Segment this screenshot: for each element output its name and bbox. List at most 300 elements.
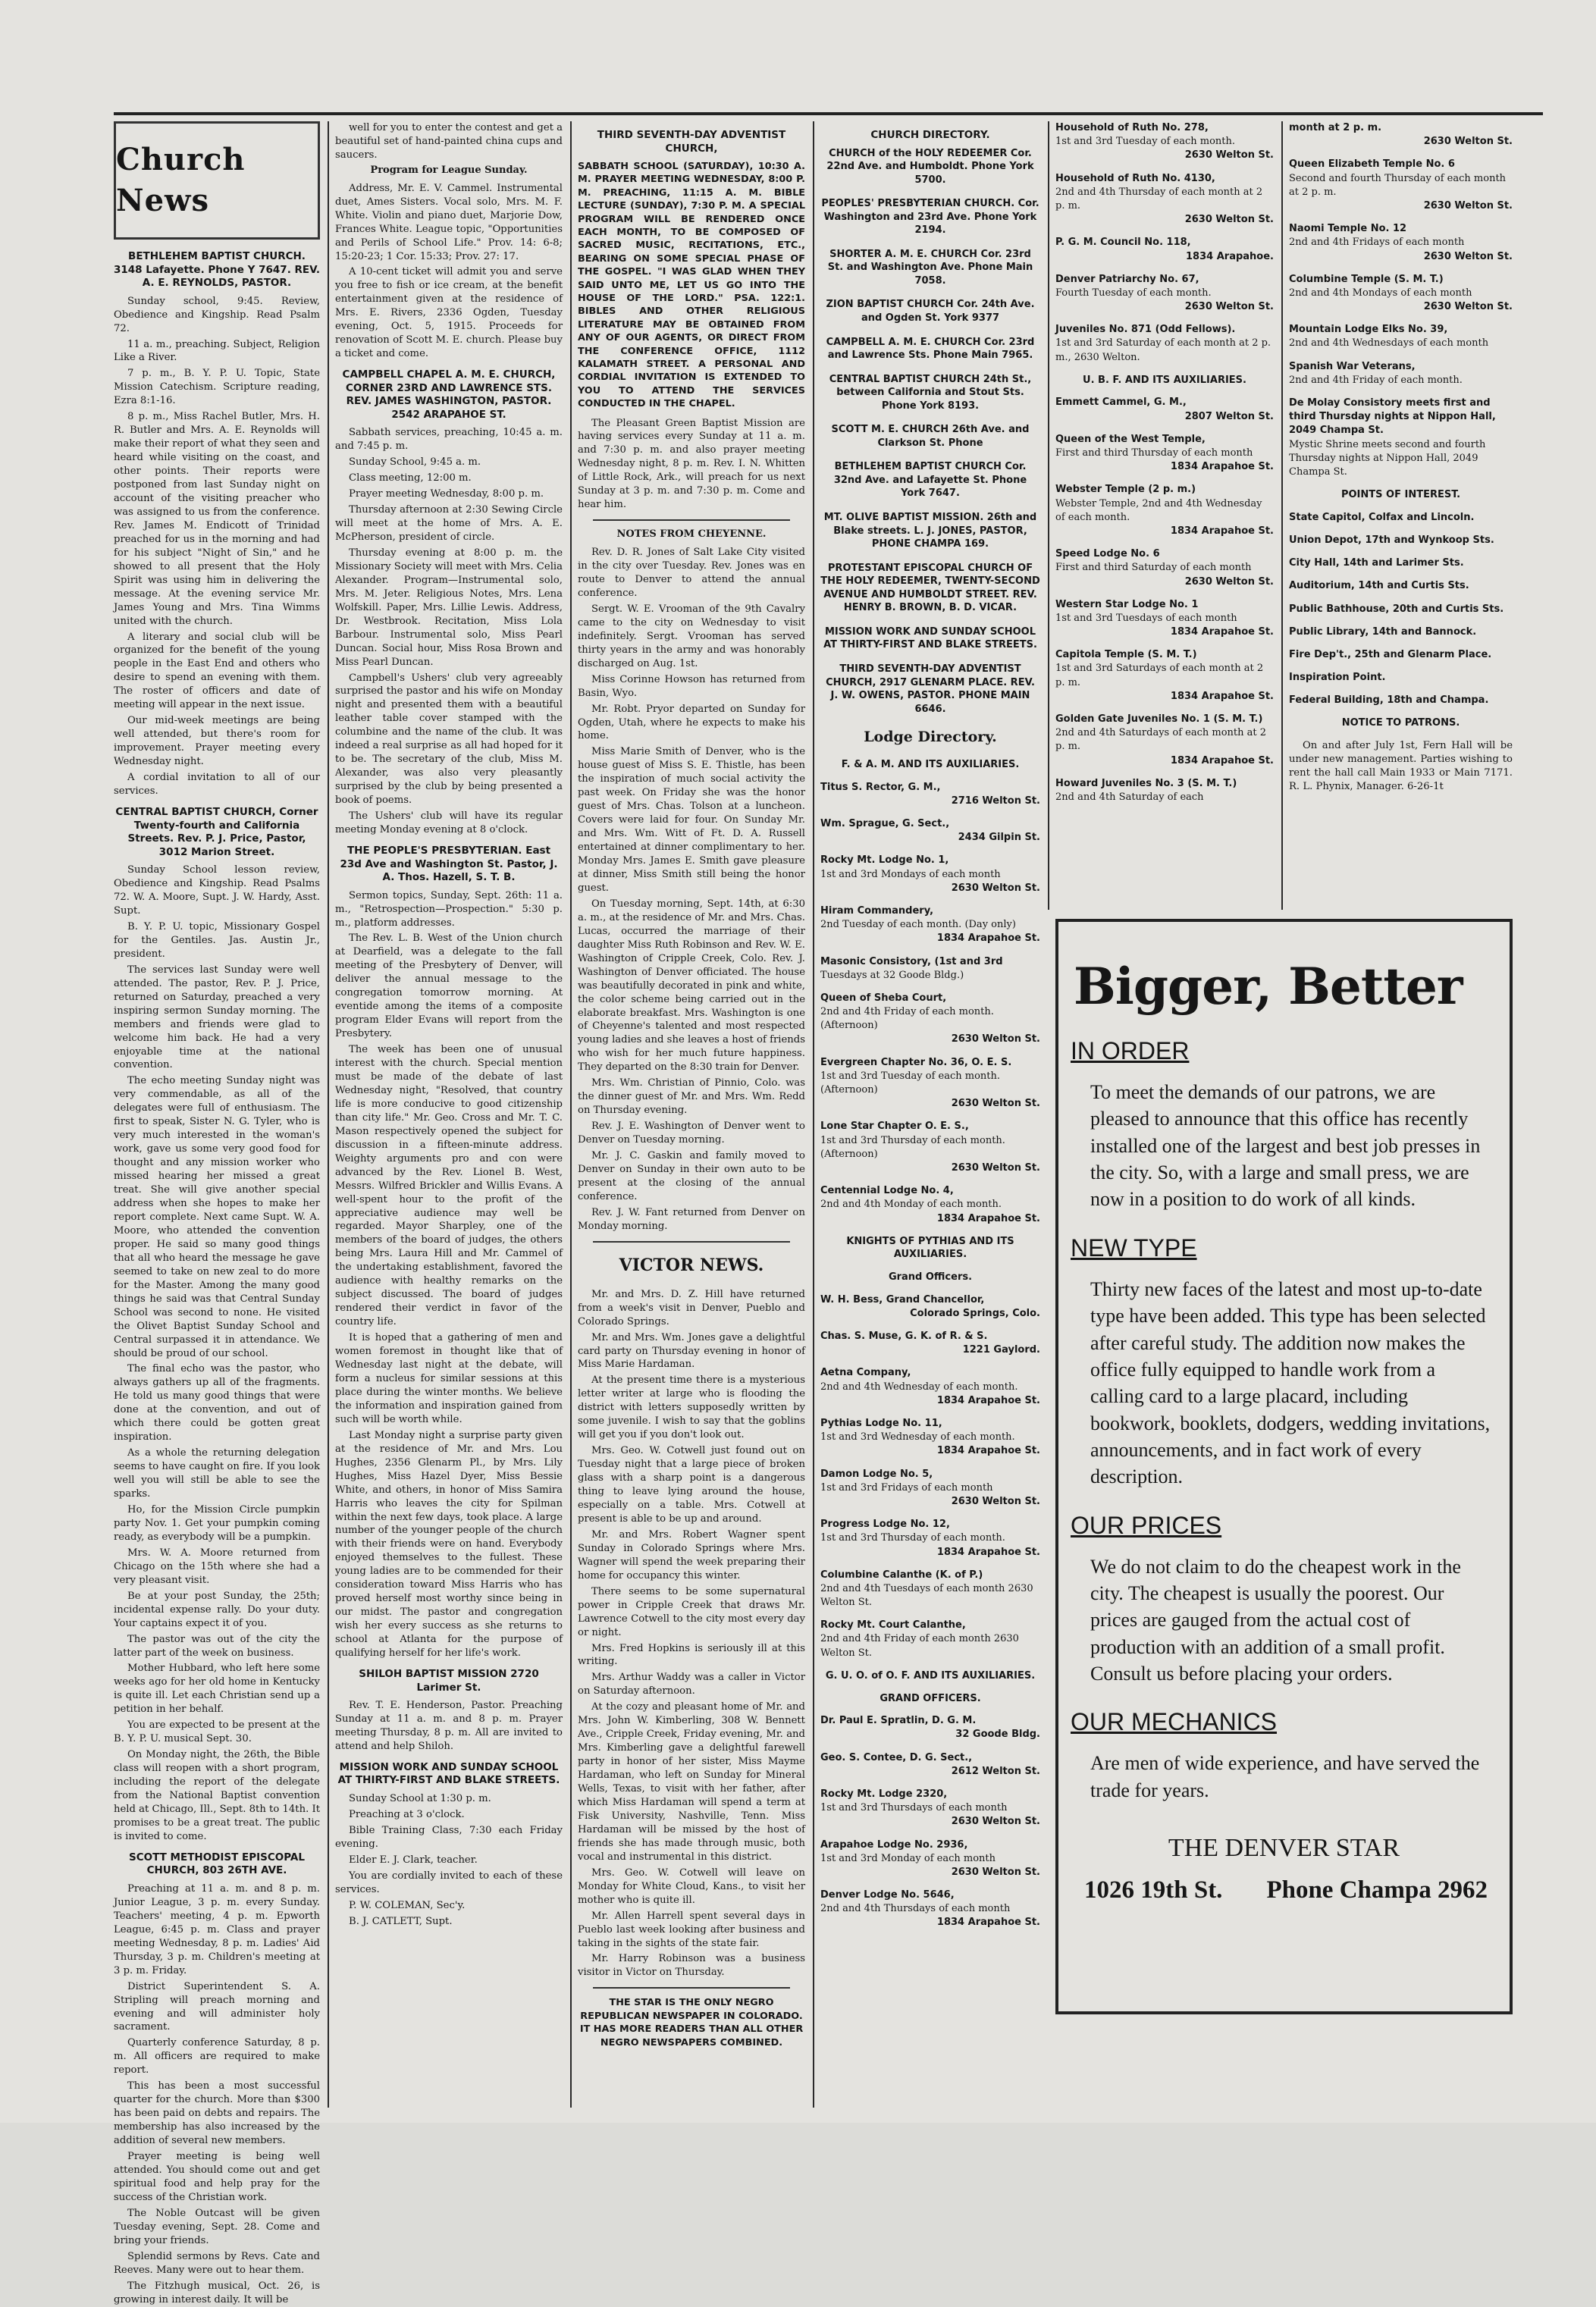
lodge-schedule: 1st and 3rd Tuesday of each month. [1055, 136, 1236, 148]
lodge-name: W. H. Bess, Grand Chancellor, [820, 1293, 985, 1306]
lodge-address: 1834 Arapahoe St. [936, 1445, 1040, 1457]
section-heading: CHURCH DIRECTORY. [870, 129, 990, 141]
directory-entry: BETHLEHEM BAPTIST CHURCH Cor. 32nd Ave. and Lafayette St. Phone York 7647. [833, 461, 1027, 500]
column-three [578, 121, 805, 2108]
lodge-name: P. G. M. Council No. 118, [1055, 237, 1191, 249]
column-lodges [1055, 121, 1274, 910]
lodge-entry [820, 1619, 1040, 1660]
section-heading: CENTRAL BAPTIST CHURCH, Corner Twenty-fourth and California Streets. Rev. P. J. Price, Pastor, 3012 Marion Street. [115, 805, 318, 858]
section-heading: SHILOH BAPTIST MISSION 2720 Larimer St. [359, 1667, 539, 1694]
lodge-schedule: 1st and 3rd Saturday of each month at 2 p. m., 2630 Welton. [1055, 337, 1271, 363]
lodge-schedule: 1st and 3rd Thursday of each month. [820, 1532, 1005, 1544]
lodge-address: 2807 Welton St. [1184, 410, 1274, 422]
lodge-address: 2612 Welton St. [951, 1765, 1040, 1777]
section-subheading: NOTICE TO PATRONS. [1341, 717, 1460, 729]
lodge-schedule: 1st and 3rd Tuesdays of each month [1055, 612, 1237, 624]
directory-entry: CHURCH of the HOLY REDEEMER Cor. 22nd Ave. and Humboldt. Phone York 5700. [826, 147, 1034, 186]
paragraph: Thursday afternoon at 2:30 Sewing Circle will meet at the home of Mrs. A. E. McPherson, president of circle. [335, 504, 563, 543]
lodge-schedule: 2nd and 4th Friday of each month. (Afternoon) [820, 1006, 994, 1032]
paragraph: The Fitzhugh musical, Oct. 26, is growing in interest daily. It will be [114, 2280, 320, 2305]
section-heading: NOTES FROM CHEYENNE. [616, 528, 767, 541]
points-list [1289, 511, 1513, 708]
lodge-schedule: 2nd Tuesday of each month. (Day only) [820, 919, 1016, 931]
ad-body: To meet the demands of our patrons, we are pleased to announce that this office has recently installed one of the largest and best job presses in the city. So, with a large and small press, we are now in a position to do work of all kinds. [1090, 1081, 1481, 1211]
lodge-name: Aetna Company, [820, 1367, 911, 1379]
paragraph: The services last Sunday were well attended. The pastor, Rev. P. J. Price, returned on Saturday, preached a very inspiring sermon Sunday morning. The members and friends were glad to welcome him back. He had a very enjoyable time at the national convention. [114, 964, 320, 1071]
lodge-address: 2630 Welton St. [1423, 250, 1513, 262]
lodge-entry [820, 854, 1040, 895]
lodge-entry [820, 1569, 1040, 1610]
lodge-address: 1834 Arapahoe St. [1170, 754, 1274, 766]
lodge-entry [1055, 273, 1274, 315]
paragraph: A 10-cent ticket will admit you and serve you free to fish or ice cream, at the benefit entertainment given at the residence of Mrs. E. Rivers, 2336 Ogden, Tuesday evening, Oct. 5, 1915. Proceeds for renovation of Scott M. E. church. Please buy a ticket and come. [335, 266, 563, 360]
paragraph: Rev. J. E. Washington of Denver went to Denver on Tuesday morning. [578, 1121, 805, 1146]
lodge-schedule: Webster Temple, 2nd and 4th Wednesday of each month. [1055, 497, 1262, 523]
point-of-interest: Inspiration Point. [1289, 672, 1386, 684]
lodge-entry [1289, 158, 1513, 213]
lodge-entry [820, 817, 1040, 845]
article-body [335, 1792, 563, 1929]
paragraph: The final echo was the pastor, who always gathers up all of the fragments. He told us many good things that were done at the convention, and out of which there could be gotten great inspiration. [114, 1363, 320, 1443]
lodge-schedule: 2nd and 4th Saturday of each [1055, 791, 1204, 803]
lodge-name: Spanish War Veterans, [1289, 360, 1416, 372]
lodge-entry [1289, 273, 1513, 315]
paragraph: Mr. Harry Robinson was a business visitor in Victor on Thursday. [578, 1953, 805, 1979]
lodge-entry [820, 1468, 1040, 1509]
lodge-address: 1834 Arapahoe. [1186, 250, 1274, 262]
lodge-schedule: First and third Thursday of each month [1055, 447, 1253, 459]
article-body [335, 426, 563, 837]
lodge-entry [820, 1366, 1040, 1408]
paragraph: Sergt. W. E. Vrooman of the 9th Cavalry came to the city on Wednesday to visit indefinitely. Sergt. Vrooman has served thirty years in the army and was honorably discharged on Aug. 1st. [578, 603, 805, 669]
lodge-name: Webster Temple (2 p. m.) [1055, 484, 1196, 496]
lodge-address: 2630 Welton St. [951, 1866, 1040, 1878]
column-points [1289, 121, 1513, 910]
paragraph: Bible Training Class, 7:30 each Friday evening. [335, 1824, 563, 1850]
paragraph: Mother Hubbard, who left here some weeks ago for her old home in Kentucky is quite ill. Let each Christian send up a petition in her behalf. [114, 1663, 320, 1716]
paragraph: The Ushers' club will have its regular meeting Monday evening at 8 o'clock. [335, 810, 563, 836]
column-rule [1281, 121, 1283, 910]
lodge-name: Titus S. Rector, G. M., [820, 781, 941, 793]
lodge-entry [1055, 483, 1274, 538]
lodge-name: Naomi Temple No. 12 [1289, 223, 1407, 235]
lodge-address: 2630 Welton St. [1184, 301, 1274, 313]
lodge-schedule: 2nd and 4th Thursday of each month at 2 p. m. [1055, 186, 1263, 212]
lodge-name: Queen of the West Temple, [1055, 433, 1206, 445]
lodge-entry [1055, 236, 1274, 263]
ad-body: Thirty new faces of the latest and most up-to-date type have been added. This type has been selected after careful study. The addition now makes the office fully equipped to handle work from a calling card to a large placard, including bookwork, booklets, dodgers, wedding invitations, announcements, and in fact work of every description. [1090, 1277, 1491, 1488]
directory-entry: MISSION WORK AND SUNDAY SCHOOL AT THIRTY-FIRST AND BLAKE STREETS. [823, 625, 1037, 651]
lodge-schedule: 1st and 3rd Monday of each month [820, 1852, 996, 1864]
lodge-address: 2630 Welton St. [951, 1495, 1040, 1507]
section-subheading: F. & A. M. AND ITS AUXILIARIES. [841, 758, 1020, 770]
lodge-name: Juveniles No. 871 (Odd Fellows). [1055, 324, 1236, 336]
paragraph: At the cozy and pleasant home of Mr. and Mrs. John W. Kimberling, 308 W. Bennett Ave., Cripple Creek, Friday evening, Mr. and Mrs. Kimberling gave a delightful farewell party in honor of her sister, Miss Mayme Hardaman, who left on Sunday for Mineral Wells, Texas, to visit with her father, after which Miss Hardaman will spend a term at Fisk University, Nashville, Tenn. Miss Hardaman will be missed by the host of friends she has made through music, both vocal and instrumental in this district. [578, 1701, 805, 1863]
lodge-address: 1834 Arapahoe St. [1170, 525, 1274, 537]
lodge-schedule: 2nd and 4th Mondays of each month [1289, 287, 1472, 299]
lodge-address: 1834 Arapahoe St. [1170, 461, 1274, 473]
section-subheading: POINTS OF INTEREST. [1340, 489, 1461, 501]
lodge-name: Lone Star Chapter O. E. S., [820, 1121, 969, 1133]
column-rule [813, 121, 814, 2108]
lodge-entry [1055, 648, 1274, 704]
article-body [114, 1882, 320, 2307]
point-of-interest: Public Library, 14th and Bannock. [1289, 625, 1477, 638]
lodge-address: 2630 Welton St. [1184, 149, 1274, 161]
paragraph: 11 a. m., preaching. Subject, Religion Like a River. [114, 338, 320, 364]
section-subheading: KNIGHTS OF PYTHIAS AND ITS AUXILIARIES. [846, 1235, 1014, 1261]
point-of-interest: Fire Dep't., 25th and Glenarm Place. [1289, 648, 1492, 660]
paragraph: Rev. J. W. Fant returned from Denver on Monday morning. [578, 1206, 805, 1232]
ad-phone: Phone Champa 2962 [1266, 1876, 1488, 1904]
lodge-name: Arapahoe Lodge No. 2936, [820, 1838, 968, 1851]
lodge-schedule: 2nd and 4th Wednesdays of each month [1289, 337, 1489, 349]
lodge-schedule: 1st and 3rd Saturdays of each month at 2 p. m. [1055, 663, 1264, 688]
lodge-entry [1055, 323, 1274, 365]
lodge-name: Evergreen Chapter No. 36, O. E. S. [820, 1056, 1012, 1068]
lodge-entry [820, 1056, 1040, 1111]
lodge-entry [820, 955, 1040, 983]
paragraph: Mr. J. C. Gaskin and family moved to Denver on Sunday in their own auto to be present at the closing of the annual conference. [578, 1150, 805, 1202]
lodge-list [820, 1714, 1040, 1929]
lodge-name: Chas. S. Muse, G. K. of R. & S. [820, 1331, 988, 1343]
paragraph: On Monday night, the 26th, the Bible class will reopen with a short program, including the report of the delegate from the National Baptist convention held at Chicago, Ill., Sept. 8th to 14th. It promises to be a great treat. The public is invited to come. [114, 1749, 320, 1842]
directory-entry: CENTRAL BAPTIST CHURCH 24th St., between California and Stout Sts. Phone York 8193. [829, 373, 1032, 412]
article-body [335, 121, 563, 162]
lodge-entry [1055, 598, 1274, 640]
paragraph: Miss Marie Smith of Denver, who is the house guest of Miss S. E. Thistle, has been the inspiration of much social activity the past week. On Friday she was the honor guest of Mrs. Chas. Tolson at a luncheon. Covers were laid for four. On Sunday Mr. and Mrs. Wm. Witt of Ft. D. A. Russell entertained at dinner complimentary to her. Monday Mrs. James E. Smith gave pleasure at dinner, Miss Smith still being the honor guest. [578, 746, 805, 894]
lodge-entry [820, 1120, 1040, 1175]
lodge-address: 2716 Welton St. [951, 795, 1040, 807]
paragraph: 7 p. m., B. Y. P. U. Topic, State Mission Catechism. Scripture reading, Ezra 8:1-16. [114, 368, 320, 407]
directory-entry: PROTESTANT EPISCOPAL CHURCH OF THE HOLY REDEEMER, TWENTY-SECOND AVENUE AND HUMBOLDT STREET. REV. HENRY B. BROWN, B. D. VICAR. [820, 562, 1040, 614]
lodge-entry [820, 1184, 1040, 1226]
lodge-schedule: 2nd and 4th Saturdays of each month at 2 p. m. [1055, 727, 1266, 753]
lodge-name: Queen Elizabeth Temple No. 6 [1289, 158, 1455, 171]
paragraph: The pastor was out of the city the latter part of the week on business. [114, 1633, 320, 1659]
lodge-entry [820, 1714, 1040, 1741]
paragraph: The Pleasant Green Baptist Mission are having services every Sunday at 11 a. m. and 7:30 p. m. and also prayer meeting Wednesday night, 8 p. m. Rev. I. N. Whitten of Little Rock, Ark., will preach for us next Sunday at 3 p. m. and 7:30 p. m. Come and hear him. [578, 417, 805, 511]
paragraph: Mr. Robt. Pryor departed on Sunday for Ogden, Utah, where he expects to make his home. [578, 703, 805, 742]
lodge-address: 2434 Gilpin St. [958, 832, 1040, 844]
lodge-name: Rocky Mt. Lodge 2320, [820, 1788, 948, 1800]
paragraph: Prayer meeting is being well attended. You should come out and get spiritual food and help pray for the success of the Christian work. [114, 2151, 320, 2203]
paragraph: Mr. Allen Harrell spent several days in Pueblo last week looking after business and taking in the sights of the state fair. [578, 1910, 805, 1949]
lodge-name: Masonic Consistory, (1st and 3rd [820, 955, 1003, 967]
paragraph: As a whole the returning delegation seems to have caught on fire. If you look well you will still be able to see the sparks. [114, 1447, 320, 1500]
section-heading: SCOTT METHODIST EPISCOPAL CHURCH, 803 26TH AVE. [129, 1851, 305, 1877]
paragraph: Mr. and Mrs. Wm. Jones gave a delightful card party on Thursday evening in honor of Miss Marie Hardaman. [578, 1331, 805, 1371]
paragraph: Mrs. Wm. Christian of Pinnio, Colo. was the dinner guest of Mr. and Mrs. Wm. Redd on Thursday evening. [578, 1077, 805, 1117]
lodge-name: Emmett Cammel, G. M., [1055, 397, 1187, 409]
notice-text: SABBATH SCHOOL (SATURDAY), 10:30 A. M. PRAYER MEETING WEDNESDAY, 8:00 P. M. PREACHING, 11:15 A. M. BIBLE LECTURE (SUNDAY), 7:30 P. M. A SPECIAL PROGRAM WILL BE RENDERED ONCE EACH MONTH, TO BE COMPOSED OF SACRED MUSIC, RECITATIONS, ETC., BEARING ON SOME SPECIAL PHASE OF THE GOSPEL. "I WAS GLAD WHEN THEY SAID UNTO ME, LET US GO INTO THE HOUSE OF THE LORD." PSA. 122:1. BIBLES AND OTHER RELIGIOUS LITERATURE MAY BE OBTAINED FROM ANY OF OUR AGENTS, OR DIRECT FROM THE CONFERENCE OFFICE, 1112 KALAMATH STREET. A PERSONAL AND CORDIAL INVITATION IS EXTENDED TO YOU TO ATTEND THE SERVICES CONDUCTED IN THE CHAPEL. [578, 161, 805, 410]
lodge-address: 2630 Welton St. [1184, 575, 1274, 588]
ad-address: 1026 19th St. [1084, 1876, 1223, 1904]
paragraph: A cordial invitation to all of our services. [114, 772, 320, 797]
lodge-schedule: 1st and 3rd Tuesday of each month. (Afternoon) [820, 1070, 1001, 1096]
paragraph: Be at your post Sunday, the 25th; incidental expense rally. Do your duty. Your captains expect it of you. [114, 1590, 320, 1629]
column-directory [820, 121, 1040, 2108]
paragraph: The Rev. L. B. West of the Union church at Dearfield, was a delegate to the fall meeting of the Presbytery of Denver, will deliver the annual message to the congregation tomorrow morning. At eventide among the items of a composite program Elder Evans will report from the Presbytery. [335, 933, 563, 1040]
lodge-entry [1055, 547, 1274, 589]
lodge-address: 2630 Welton St. [951, 1161, 1040, 1174]
paragraph: Sunday School lesson review, Obedience and Kingship. Read Psalms 72. W. A. Moore, Supt. J. W. Hardy, Asst. Supt. [114, 864, 320, 917]
lodge-schedule: 2nd and 4th Monday of each month. [820, 1199, 1002, 1211]
paragraph: Mrs. Arthur Waddy was a caller in Victor on Saturday afternoon. [578, 1672, 805, 1697]
article-body [114, 295, 320, 798]
article-body [578, 1288, 805, 1980]
lodge-entry [1289, 121, 1513, 149]
lodge-schedule: 1st and 3rd Mondays of each month [820, 868, 1001, 880]
paragraph: P. W. COLEMAN, Sec'y. [349, 1899, 466, 1911]
lodge-entry [820, 781, 1040, 808]
paragraph: well for you to enter the contest and get a beautiful set of hand-painted china cups and saucers. [335, 122, 563, 161]
lodge-list [1289, 121, 1513, 479]
ad-subheading: NEW TYPE [1071, 1233, 1197, 1262]
paragraph: Mrs. W. A. Moore returned from Chicago on the 15th where she had a very pleasant visit. [114, 1547, 320, 1586]
lodge-name: Rocky Mt. Lodge No. 1, [820, 854, 949, 867]
lodge-schedule: 1st and 3rd Thursdays of each month [820, 1802, 1008, 1814]
lodge-entry [1289, 397, 1513, 479]
paragraph: Mrs. Geo. W. Cotwell just found out on Tuesday night that a large piece of broken glass with a sharp point is a dangerous thing to leave lying around the house, especially on a table. Mrs. Cotwell at present is able to be up and around. [578, 1445, 805, 1525]
paragraph: You are expected to be present at the B. Y. P. U. musical Sept. 30. [114, 1719, 320, 1745]
paragraph: Last Monday night a surprise party given at the residence of Mr. and Mrs. Lou Hughes, 2356 Glenarm Pl., by Mrs. Lily Hughes, Miss Hazel Dyer, Miss Bessie White, and others, in honor of Miss Samira Harris who leaves the city for Spilman within the next few days, took place. A large number of the younger people of the church with their friends were on hand. Everybody enjoyed themselves to the fullest. These young ladies are to be commended for their consideration toward Miss Harris who has proved herself most worthy since being in our midst. The pastor and congregation wish her every success as she returns to school at Atlanta for the purpose of qualifying herself for her life's work. [335, 1429, 563, 1660]
lodge-address: 1834 Arapahoe St. [936, 1917, 1040, 1929]
lodge-address: 2630 Welton St. [1423, 136, 1513, 148]
notice-text: THE STAR IS THE ONLY NEGRO REPUBLICAN NEWSPAPER IN COLORADO. IT HAS MORE READERS THAN ALL OTHER NEGRO NEWSPAPERS COMBINED. [579, 1997, 804, 2048]
paragraph: Preaching at 3 o'clock. [349, 1808, 465, 1820]
paragraph: Mrs. Fred Hopkins is seriously ill at this writing. [578, 1642, 805, 1668]
section-heading: MISSION WORK AND SUNDAY SCHOOL AT THIRTY-FIRST AND BLAKE STREETS. [337, 1760, 560, 1787]
denver-star-advertisement [1055, 919, 1513, 2014]
paragraph: The Noble Outcast will be given Tuesday evening, Sept. 28. Come and bring your friends. [114, 2207, 320, 2246]
article-body [335, 182, 563, 361]
lodge-name: Damon Lodge No. 5, [820, 1468, 933, 1480]
paragraph: Sunday School at 1:30 p. m. [349, 1792, 491, 1804]
section-heading: CAMPBELL CHAPEL A. M. E. CHURCH, CORNER 23RD AND LAWRENCE STS. REV. JAMES WASHINGTON, PASTOR. 2542 ARAPAHOE ST. [342, 368, 556, 421]
point-of-interest: City Hall, 14th and Larimer Sts. [1289, 557, 1464, 569]
lodge-name: Wm. Sprague, G. Sect., [820, 818, 950, 830]
ad-body: We do not claim to do the cheapest work in the city. The cheapest is usually the poorest. Our prices are gauged from the actual cost of production with an addition of a small profit. Consult us before placing your orders. [1090, 1555, 1461, 1685]
paragraph: Elder E. J. Clark, teacher. [349, 1854, 478, 1866]
lodge-name: Capitola Temple (S. M. T.) [1055, 649, 1197, 661]
paragraph: Ho, for the Mission Circle pumpkin party Nov. 1. Get your pumpkin coming ready, as everybody will be a pumpkin. [114, 1503, 320, 1543]
lodge-address: 2630 Welton St. [951, 1033, 1040, 1045]
lodge-schedule: 2nd and 4th Friday of each month 2630 Welton St. [820, 1633, 1019, 1659]
lodge-schedule: 2nd and 4th Thursdays of each month [820, 1903, 1011, 1915]
article-body [335, 1699, 563, 1754]
lodge-address: 1834 Arapahoe St. [936, 1394, 1040, 1406]
section-subheading: Grand Officers. [888, 1271, 973, 1284]
paragraph: Campbell's Ushers' club very agreeably surprised the pastor and his wife on Monday night and presented them with a beautiful leather table cover stamped with the columbine and the name of the club. It was indeed a real surprise as all had hoped for it to be. The secretary of the club, Miss M. Alexander, was also very pleasantly surprised by the club by being presented a book of poems. [335, 672, 563, 807]
lodge-address: 2630 Welton St. [951, 1098, 1040, 1110]
directory-entry: PEOPLES' PRESBYTERIAN CHURCH. Cor. Washington and 23rd Ave. Phone York 2194. [821, 198, 1039, 237]
section-heading: BETHLEHEM BAPTIST CHURCH. 3148 Lafayette. Phone Y 7647. REV. A. E. REYNOLDS, PASTOR. [114, 250, 320, 290]
lodge-name: Pythias Lodge No. 11, [820, 1418, 942, 1430]
lodge-entry [1289, 222, 1513, 264]
column-rule [570, 121, 572, 2108]
paragraph: Prayer meeting Wednesday, 8:00 p. m. [349, 488, 544, 500]
lodge-address: 2630 Welton St. [951, 882, 1040, 894]
article-body [114, 864, 320, 1844]
church-directory [820, 147, 1040, 716]
section-heading: Program for League Sunday. [370, 164, 528, 176]
lodge-name: Rocky Mt. Court Calanthe, [820, 1619, 966, 1632]
paragraph: Miss Corinne Howson has returned from Basin, Wyo. [578, 673, 805, 699]
lodge-name: Howard Juveniles No. 3 (S. M. T.) [1055, 777, 1237, 789]
paragraph: This has been a most successful quarter for the church. More than $300 has been paid on debts and repairs. The membership has also increased by the addition of several new members. [114, 2080, 320, 2147]
section-subheading: G. U. O. of O. F. AND ITS AUXILIARIES. [825, 1669, 1036, 1682]
lodge-address: 2630 Welton St. [1423, 199, 1513, 212]
lodge-name: Denver Lodge No. 5646, [820, 1889, 955, 1901]
lodge-schedule: 1st and 3rd Wednesday of each month. [820, 1431, 1015, 1443]
lodge-name: Household of Ruth No. 278, [1055, 122, 1209, 133]
point-of-interest: Public Bathhouse, 20th and Curtis Sts. [1289, 603, 1504, 615]
lodge-entry [1055, 172, 1274, 227]
lodge-entry [1289, 323, 1513, 350]
lodge-address: 1834 Arapahoe St. [1170, 626, 1274, 638]
lodge-name: Western Star Lodge No. 1 [1055, 598, 1199, 610]
lodge-entry [1289, 360, 1513, 387]
paragraph: Class meeting, 12:00 m. [349, 472, 472, 484]
lodge-address: 1834 Arapahoe St. [1170, 690, 1274, 702]
lodge-entry [820, 1838, 1040, 1880]
lodge-entry [820, 1293, 1040, 1321]
paragraph: Mrs. Geo. W. Cotwell will leave on Monday for White Cloud, Kans., to visit her mother who is quite ill. [578, 1867, 805, 1906]
column-rule [328, 121, 329, 2108]
ad-subheading: OUR MECHANICS [1071, 1708, 1278, 1736]
paragraph: It is hoped that a gathering of men and women foremost in thought like that of Wednesday last night at the debate, will form a nucleus for similar sessions at this place during the winter months. We believe the information and inspiration gained from such will be worth while. [335, 1332, 563, 1425]
lodge-name: Speed Lodge No. 6 [1055, 548, 1160, 560]
lodge-entry [820, 1330, 1040, 1357]
lodge-name: De Molay Consistory meets first and third Thursday nights at Nippon Hall, 2049 Champa St. [1289, 397, 1496, 437]
lodge-entry [1055, 777, 1274, 804]
paragraph: There seems to be some supernatural power in Cripple Creek that draws Mr. Lawrence Cotwell to the city most every day or night. [578, 1585, 805, 1638]
paragraph: B. Y. P. U. topic, Missionary Gospel for the Gentiles. Jas. Austin Jr., president. [114, 920, 320, 960]
directory-entry: MT. OLIVE BAPTIST MISSION. 26th and Blake streets. L. J. JONES, PASTOR, PHONE CHAMPA 169. [823, 512, 1037, 550]
column-rule [1048, 121, 1049, 910]
lodge-list [820, 1293, 1040, 1660]
lodge-name: Mountain Lodge Elks No. 39, [1289, 324, 1448, 336]
lodge-entry [820, 992, 1040, 1047]
lodge-schedule: Mystic Shrine meets second and fourth Thursday nights at Nippon Hall, 2049 Champa St. [1289, 438, 1486, 478]
article-body [578, 546, 805, 1233]
lodge-name: Golden Gate Juveniles No. 1 (S. M. T.) [1055, 713, 1263, 726]
paragraph: You are cordially invited to each of these services. [335, 1870, 563, 1895]
ad-subheading: OUR PRICES [1071, 1511, 1222, 1539]
ad-title: Bigger, Better [1074, 957, 1463, 1016]
section-heading: VICTOR NEWS. [619, 1255, 764, 1275]
lodge-list [820, 781, 1040, 1226]
lodge-address: 1834 Arapahoe St. [936, 1546, 1040, 1558]
lodge-schedule: 2nd and 4th Tuesdays of each month 2630 Welton St. [820, 1582, 1033, 1609]
section-heading: THE PEOPLE'S PRESBYTERIAN. East 23d Ave and Washington St. Pastor, J. A. Thos. Hazell, S. T. B. [340, 844, 558, 884]
lodge-name: month at 2 p. m. [1289, 122, 1382, 133]
ad-publisher-name: THE DENVER STAR [1168, 1834, 1400, 1863]
lodge-schedule: 1st and 3rd Fridays of each month [820, 1481, 993, 1494]
section-heading: THIRD SEVENTH-DAY ADVENTIST CHURCH, [597, 129, 786, 155]
lodge-name: Hiram Commandery, [820, 904, 934, 917]
paragraph: On Tuesday morning, Sept. 14th, at 6:30 a. m., at the residence of Mr. and Mrs. Chas. Lucas, occurred the marriage of their daughter Miss Ruth Robinson and Rev. W. E. Washington of Cripple Creek, Colo. Rev. J. Washington of Denver officiated. The house was beautifully decorated in pink and white, the color scheme being carried out in the elaborate breakfast. Mrs. Washington is one of Cheyenne's talented and most respected young ladies and she leaves a host of friends who wish for her much future happiness. They departed on the 8:30 train for Denver. [578, 898, 805, 1074]
page-title: Church News [116, 141, 246, 218]
section-subheading: GRAND OFFICERS. [880, 1692, 981, 1704]
lodge-entry [820, 1417, 1040, 1459]
ad-contact [1084, 1876, 1510, 1904]
paragraph: Address, Mr. E. V. Cammel. Instrumental duet, Ames Sisters. Vocal solo, Mrs. M. F. White. Violin and piano duet, Marjorie Dow, Frances White. League topic, "Opportunities and Perils of School Life." Prov. 14: 6-8; 15:20-23; 1 Cor. 15:33; Prov. 27: 17. [335, 182, 563, 262]
paragraph: District Superintendent S. A. Stripling will preach morning and evening and will administer holy sacrament. [114, 1980, 320, 2033]
paragraph: At the present time there is a mysterious letter writer at large who is flooding the district with letters supposedly written by some juvenile. I wish to say that the goblins will get you if you don't look out. [578, 1374, 805, 1441]
paragraph: Thursday evening at 8:00 p. m. the Missionary Society will meet with Mrs. Celia Alexander. Program—Instrumental solo, Mrs. M. Jeter. Religious Notes, Mrs. Lena Wolfskill. Paper, Mrs. Lillie Lewis. Address, Dr. Westbrook. Recitation, Miss Lola Barbour. Instrumental solo, Miss Pearl Duncan. Social hour, Miss Rosa Brown and Miss Pearl Duncan. [335, 547, 563, 668]
paragraph: Rev. D. R. Jones of Salt Lake City visited in the city over Tuesday. Rev. Jones was en route to Denver to attend the annual conference. [578, 547, 805, 599]
paragraph: Sunday School, 9:45 a. m. [349, 456, 481, 469]
section-subheading: U. B. F. AND ITS AUXILIARIES. [1083, 374, 1246, 386]
lodge-entry [1055, 121, 1274, 163]
ad-body: Are men of wide experience, and have served the trade for years. [1090, 1752, 1480, 1801]
lodge-entry [820, 1751, 1040, 1779]
ad-subheading: IN ORDER [1071, 1037, 1190, 1064]
point-of-interest: Auditorium, 14th and Curtis Sts. [1289, 580, 1469, 592]
lodge-name: Centennial Lodge No. 4, [820, 1185, 954, 1197]
lodge-entry [820, 1518, 1040, 1559]
paragraph: A literary and social club will be organized for the benefit of the young people in the East End and others who desire to spend an evening with them. The roster of officers and date of meeting will appear in the next issue. [114, 631, 320, 711]
column-two [335, 121, 563, 2108]
divider [593, 1987, 790, 1989]
lodge-entry [820, 1889, 1040, 1930]
section-heading: Lodge Directory. [864, 729, 997, 746]
notice-paragraph: On and after July 1st, Fern Hall will be under new management. Parties wishing to rent the hall call Main 1933 or Main 7171. R. L. Phynix, Manager. 6-26-1t [1289, 740, 1513, 793]
lodge-address: Colorado Springs, Colo. [910, 1307, 1040, 1319]
divider [593, 1241, 790, 1243]
point-of-interest: State Capitol, Colfax and Lincoln. [1289, 511, 1475, 523]
lodge-schedule: 2nd and 4th Fridays of each month [1289, 237, 1465, 249]
top-rule [114, 112, 1543, 115]
lodge-schedule: 2nd and 4th Friday of each month. [1289, 374, 1463, 386]
lodge-name: Dr. Paul E. Spratlin, D. G. M. [820, 1715, 977, 1727]
directory-entry: SCOTT M. E. CHURCH 26th Ave. and Clarkson St. Phone [831, 424, 1030, 449]
column-church-news [114, 121, 320, 2305]
lodge-name: Household of Ruth No. 4130, [1055, 172, 1215, 184]
directory-entry: CAMPBELL A. M. E. CHURCH Cor. 23rd and Lawrence Sts. Phone Main 7965. [826, 336, 1035, 362]
paragraph: Splendid sermons by Revs. Cate and Reeves. Many were out to hear them. [114, 2250, 320, 2276]
paragraph: The echo meeting Sunday night was very commendable, as all of the delegates were full of enthusiasm. The first to speak, Sister N. G. Tyler, who is very much interested in the woman's work, gave us some very good food for thought and any mission worker who missed hearing her missed a great treat. She will give another special address when she hopes to make her report complete. Next came Supt. W. A. Moore, who attended the convention proper. He said so many good things that all who heard the message he gave seemed to take on new zeal to do more for the Master. Among the many good things he said was that Central Sunday School was second to none. He visited the Olivet Baptist Sunday School and Central surpassed it in attendance. We should be proud of our school. [114, 1075, 320, 1359]
lodge-address: 1834 Arapahoe St. [936, 1212, 1040, 1224]
paragraph: Sabbath services, preaching, 10:45 a. m. and 7:45 p. m. [335, 427, 563, 453]
divider [593, 519, 790, 521]
lodge-address: 1834 Arapahoe St. [936, 933, 1040, 945]
point-of-interest: Union Depot, 17th and Wynkoop Sts. [1289, 534, 1494, 546]
directory-entry: THIRD SEVENTH-DAY ADVENTIST CHURCH, 2917 GLENARM PLACE. REV. J. W. OWENS, PASTOR. PHONE MAIN 6646. [826, 663, 1035, 715]
paragraph: Mr. and Mrs. Robert Wagner spent Sunday in Colorado Springs where Mrs. Wagner will spend the week preparing their home for occupancy this winter. [578, 1528, 805, 1581]
lodge-schedule: Second and fourth Thursday of each month at 2 p. m. [1289, 172, 1507, 198]
lodge-name: Columbine Temple (S. M. T.) [1289, 273, 1444, 285]
lodge-list [1055, 396, 1274, 804]
paragraph: Sermon topics, Sunday, Sept. 26th: 11 a. m., "Retrospection—Prospection." 5:30 p. m., platform addresses. [335, 889, 563, 929]
lodge-name: Queen of Sheba Court, [820, 992, 947, 1004]
lodge-schedule: 1st and 3rd Thursday of each month. (Afternoon) [820, 1134, 1005, 1160]
lodge-entry [1055, 433, 1274, 475]
lodge-entry [820, 904, 1040, 946]
paragraph: Sunday school, 9:45. Review, Obedience and Kingship. Read Psalm 72. [114, 295, 320, 334]
directory-entry: ZION BAPTIST CHURCH Cor. 24th Ave. and Ogden St. York 9377 [826, 299, 1035, 324]
lodge-name: Geo. S. Contee, D. G. Sect., [820, 1751, 973, 1763]
article-body [335, 889, 563, 1660]
paragraph: Mr. and Mrs. D. Z. Hill have returned from a week's visit in Denver, Pueblo and Colorado Springs. [578, 1288, 805, 1327]
lodge-schedule: 2nd and 4th Wednesday of each month. [820, 1381, 1018, 1393]
lodge-address: 2630 Welton St. [1184, 214, 1274, 226]
paragraph: Quarterly conference Saturday, 8 p. m. All officers are required to make report. [114, 2037, 320, 2077]
lodge-address: 2630 Welton St. [951, 1816, 1040, 1828]
directory-entry: SHORTER A. M. E. CHURCH Cor. 23rd St. and Washington Ave. Phone Main 7058. [827, 248, 1033, 287]
